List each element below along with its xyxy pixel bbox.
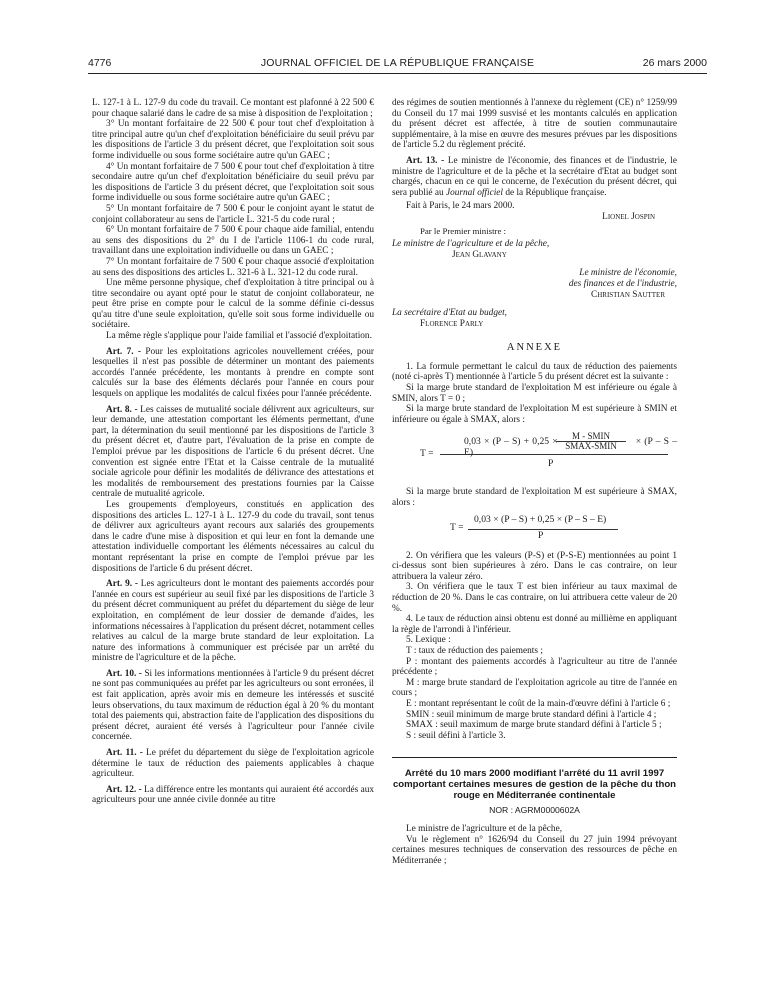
article-text: Pour les exploitations agricoles nouvellement créées, pour lesquelles il n'est pas possible de déterminer un montant des paiements accordés l'année précédente, les montants à prendre en compte sont calculés sur la base des éléments déclarés pour l'année en cours pour lesquels on applique les modalités de calcul fixées pour l'année précédente. [92,346,374,400]
article-text: La différence entre les montants qui auraient été accordés aux agriculteurs pour une année civile donnée au titre [92,784,374,806]
article-text: Les caisses de mutualité sociale délivrent aux agriculteurs, sur leur demande, une attestation comportant les éléments permettant, d'une part, la détermination du seuil mentionné par les dispositions de l'article 3 du présent décret et, d'autre part, l'évaluation de la prise en compte de l'emploi prévue par les dispositions de l'article 6 du présent décret. Une convention est signée entre l'Etat et la Caisse centrale de la mutualité sociale agricole pour définir les modalités de délivrance des attestations et les modalités de remboursement des prestations fournies par la Caisse centrale de mutualité agricole. [92,404,374,500]
header-rule [88,73,707,74]
article-11 [92,748,374,780]
journal-title: JOURNAL OFFICIEL DE LA RÉPUBLIQUE FRANÇAISE [260,57,535,69]
annex-point-3: 3. On vérifiera que le taux T est bien inférieur au taux maximal de réduction de 20 %. Dans le cas contraire, on lui attribuera cette valeur de 20 %. [392,582,677,614]
article-8 [92,405,374,500]
page-header [88,57,707,73]
paragraph: 4° Un montant forfaitaire de 7 500 € pour tout chef d'exploitation à titre secondaire autre qu'un chef d'exploitation bénéficiaire du seuil prévu par les dispositions de l'article 3 du présent décret, que l'exploitation soit sous forme individuelle ou sous forme sociétaire autre qu'un GAEC ; [92,161,374,204]
issue-date: 26 mars 2000 [642,57,707,69]
annex-case-smin: Si la marge brute standard de l'exploitation M est inférieure ou égale à SMIN, alors T = 0 ; [392,383,677,404]
article-10 [92,669,374,743]
minister-economy-title-1: Le ministre de l'économie, [579,268,677,279]
formula-between [392,431,677,481]
paragraph: L. 127-1 à L. 127-9 du code du travail. Ce montant est plafonné à 22 500 € pour chaque salarié dans le cadre de sa mise à disposition de l'exploitation ; [92,98,374,119]
article-text: Le préfet du département du siège de l'exploitation agricole détermine le taux de réduction des paiements applicables à chaque agriculteur. [92,748,374,780]
paragraph: 7° Un montant forfaitaire de 7 500 € pour chaque associé d'exploitation au sens des dispositions des articles L. 321-6 à L. 321-12 du code rural. [92,256,374,278]
inner-fraction-line [556,441,626,442]
lexicon-s: S : seuil défini à l'article 3. [406,730,506,741]
formula-above [392,513,677,543]
lexicon-t: T : taux de réduction des paiements ; [406,645,543,656]
formula-denominator: P [548,458,554,470]
article-label: Art. 12. - [106,784,142,795]
formula-numerator-a: 0,03 × (P – S) + 0,25 × [464,436,558,448]
article-label: Art. 7. - [106,346,141,357]
fraction-line [468,529,618,530]
paragraph: La même règle s'applique pour l'aide familial et l'associé d'exploitation. [106,331,372,342]
article-label: Art. 11. - [106,748,143,759]
fraction-denominator: SMAX-SMIN [565,441,617,452]
annex-point-2: 2. On vérifiera que les valeurs (P-S) et (P-S-E) mentionnées au point 1 ci-dessus sont bien supérieures à zéro. Dans le cas contraire, on leur attribuera la valeur zéro. [392,550,677,582]
page-number: 4776 [88,57,112,69]
annex-point-4: 4. Le taux de réduction ainsi obtenu est donné au millième en appliquant la règle de l'arrondi à l'inférieur. [392,614,677,635]
formula-numerator: 0,03 × (P – S) + 0,25 × (P – S – E) [474,513,607,525]
paragraph: 3° Un montant forfaitaire de 22 500 € pour tout chef d'exploitation à titre principal autre qu'un chef d'exploitation bénéficiaire du seuil prévu par les dispositions de l'article 3 du présent décret, que l'exploitation soit sous forme individuelle ou sous forme sociétaire autre qu'un GAEC ; [92,119,374,161]
minister-agriculture-title: Le ministre de l'agriculture et de la pêche, [392,239,550,250]
minister-agriculture-name: Jean Glavany [452,249,507,260]
minister-economy-name: Christian Sautter [591,289,665,300]
signer-prime-minister: Lionel Jospin [602,211,655,222]
annex-point-1: 1. La formule permettant le calcul du taux de réduction des paiements (noté ci-après T) mentionnée à l'article 5 du présent décret est la suivante : [392,361,677,383]
annex-title: ANNEXE [506,342,563,354]
article-7 [92,347,374,400]
secretary-budget-title: La secrétaire d'Etat au budget, [392,308,507,319]
right-column [392,98,677,866]
paragraph: Les groupements d'employeurs, constitués en application des dispositions des articles L. 127-1 à L. 127-9 du code du travail, sont tenus de délivrer aux agriculteurs ayant recours aux salariés des groupements dans le cadre d'une mise à disposition et qui leur en font la demande une attestation individuelle comportant les éléments nécessaires au calcul du montant représentant la prise en compte de l'emploi prévue par les dispositions de l'article 6 du présent décret. [92,499,374,574]
article-text: Les agriculteurs dont le montant des paiements accordés pour l'année en cours est supérieur au seuil fixé par les dispositions de l'article 3 du présent décret communiquent au préfet du département du siège de leur exploitation, en complément de leur dossier de demande d'aides, les informations nécessaires à l'application du présent décret, notamment celles relatives au calcul de la marge brute standard de leur exploitation. La nature des informations à communiquer est précisée par un arrêté du ministre de l'agriculture et de la pêche. [92,579,374,664]
secretary-budget-name: Florence Parly [420,318,484,329]
journal-officiel-ref: Journal officiel [445,187,504,198]
article-13 [392,156,677,198]
formula-numerator-b: × (P – S – E) [464,436,678,459]
formula-t-label: T = [450,521,464,533]
by-prime-minister: Par le Premier ministre : [420,225,506,236]
left-column [92,98,374,806]
article-label: Art. 10. - [106,668,142,679]
fraction-numerator: M - SMIN [571,431,610,442]
annex-case-between: Si la marge brute standard de l'exploitation M est supérieure à SMIN et inférieure ou égale à SMAX, alors : [392,404,677,425]
paragraph: 5° Un montant forfaitaire de 7 500 € pour le conjoint ayant le statut de conjoint collaborateur au sens de l'article L. 321-5 du code rural ; [92,203,374,225]
lexicon-e: E : montant représentant le coût de la main-d'œuvre défini à l'article 6 ; [406,698,671,709]
paragraph: Vu le règlement n° 1626/94 du Conseil du 27 juin 1994 prévoyant certaines mesures techniques de conservation des ressources de pêche en Méditerranée ; [392,834,677,866]
paragraph: 6° Un montant forfaitaire de 7 500 € pour chaque aide familial, entendu au sens des dispositions du 2° du I de l'article 1106-1 du code rural, travaillant dans une exploitation individuelle ou dans un GAEC ; [92,225,374,257]
article-text-end: de la République française. [503,187,607,198]
signature-date: Fait à Paris, le 24 mars 2000. [406,201,515,212]
lexicon-p: P : montant des paiements accordés à l'agriculteur au titre de l'année précédente ; [392,656,677,678]
article-label: Art. 13. - [406,155,445,166]
article-label: Art. 9. - [106,579,138,590]
lexicon-m: M : marge brute standard de l'exploitation agricole au titre de l'année en cours ; [392,677,677,699]
section-separator [392,757,677,758]
article-9 [92,579,374,664]
arrete-title: Arrêté du 10 mars 2000 modifiant l'arrêté du 11 avril 1997 comportant certaines mesures de gestion de la pêche du thon rouge en Méditerranée continentale [392,768,677,802]
article-text: Si les informations mentionnées à l'article 9 du présent décret ne sont pas communiquées au préfet par les agriculteurs ou sont erronées, il est fait application, après avoir mis en demeure les intéressés et suscité leurs observations, du taux maximum de réduction égal à 20 % du montant total des paiements qui, abstraction faite de l'application des dispositions du présent décret, auraient été versés à l'agriculteur pour l'année civile concernée. [92,668,374,743]
fraction-line [440,454,668,455]
nor-reference: NOR : AGRM0000602A [489,805,580,816]
formula-t-label: T = [420,448,434,460]
lexicon-smax: SMAX : seuil maximum de marge brute standard défini à l'article 5 ; [406,720,662,731]
paragraph: des régimes de soutien mentionnés à l'annexe du règlement (CE) n° 1259/99 du Conseil du 17 mai 1999 susvisé et les montants calculés en application du présent décret est affectée, à titre de soutien communautaire supplémentaire, à la mise en œuvre des mesures prévues par les dispositions de l'article 5.2 du règlement précité. [392,98,677,151]
lexicon-smin: SMIN : seuil minimum de marge brute standard défini à l'article 4 ; [406,709,657,720]
paragraph: Le ministre de l'agriculture et de la pêche, [406,823,563,834]
formula-denominator: P [538,529,544,541]
article-label: Art. 8. - [106,404,138,415]
annex-point-5: 5. Lexique : [406,635,451,646]
article-12 [92,785,374,806]
minister-economy-title-2: des finances et de l'industrie, [568,278,677,289]
paragraph: Une même personne physique, chef d'exploitation à titre principal ou à titre secondaire ou ayant opté pour le statut de conjoint collaborateur, ne peut être prise en compte pour le calcul de la somme définie ci-dessus qu'au titre d'une seule exploitation, qu'elle soit sous forme individuelle ou sociétaire. [92,278,374,331]
article-text: Le ministre de l'économie, des finances et de l'industrie, le ministre de l'agriculture et de la pêche et la secrétaire d'Etat au budget sont chargés, chacun en ce qui le concerne, de l'exécution du présent décret, qui sera publié au [392,155,677,198]
annex-case-smax: Si la marge brute standard de l'exploitation M est supérieure à SMAX, alors : [392,487,677,509]
